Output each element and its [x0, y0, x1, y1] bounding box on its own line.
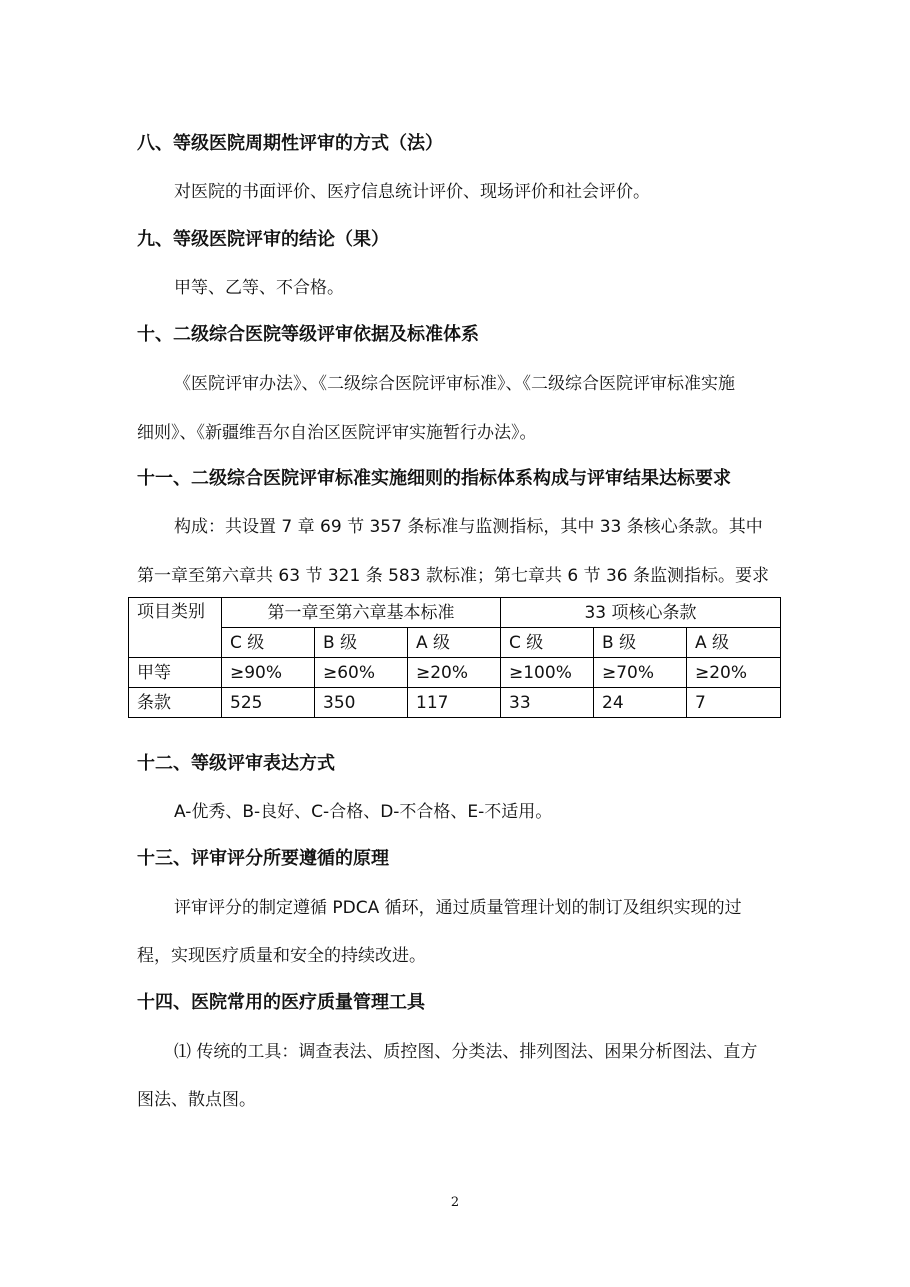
page-number: 2	[450, 1195, 460, 1210]
table-row-label: 条款	[129, 688, 222, 718]
table-level-row	[129, 628, 781, 658]
table-cell: 7	[687, 688, 781, 718]
table-header-core-clauses: 33 项核心条款	[501, 598, 781, 628]
section-12-heading: 十二、等级评审表达方式	[137, 753, 335, 774]
table-cell: ≥90%	[222, 658, 315, 688]
table-level-cell: C 级	[222, 628, 315, 658]
table-level-cell: A 级	[687, 628, 781, 658]
table-header-category: 项目类别	[129, 598, 222, 658]
table-header-basic-standards: 第一章至第六章基本标准	[222, 598, 501, 628]
table-level-cell: C 级	[501, 628, 594, 658]
section-14-heading: 十四、医院常用的医疗质量管理工具	[137, 992, 425, 1013]
section-10-heading: 十、二级综合医院等级评审依据及标准体系	[137, 324, 479, 345]
table-cell: ≥20%	[408, 658, 501, 688]
table-cell: ≥20%	[687, 658, 781, 688]
table-row	[129, 688, 781, 718]
section-10-line-1: 《医院评审办法》、《二级综合医院评审标准》、《二级综合医院评审标准实施	[174, 374, 735, 394]
section-14-line-2: 图法、散点图。	[137, 1090, 256, 1110]
table-cell: ≥100%	[501, 658, 594, 688]
table-row	[129, 658, 781, 688]
section-11-line-1: 构成：共设置 7 章 69 节 357 条标准与监测指标，其中 33 条核心条款。其中	[174, 517, 763, 537]
table-header-row	[129, 598, 781, 628]
section-14-line-1: ⑴ 传统的工具：调查表法、质控图、分类法、排列图法、困果分析图法、直方	[174, 1042, 758, 1062]
section-12-body: A-优秀、B-良好、C-合格、D-不合格、E-不适用。	[174, 802, 553, 822]
table-cell: 525	[222, 688, 315, 718]
section-13-line-2: 程，实现医疗质量和安全的持续改进。	[137, 946, 426, 966]
table-cell: 24	[594, 688, 687, 718]
section-10-line-2: 细则》、《新疆维吾尔自治区医院评审实施暂行办法》。	[137, 423, 537, 443]
section-11-heading: 十一、二级综合医院评审标准实施细则的指标体系构成与评审结果达标要求	[137, 468, 731, 489]
table-level-cell: A 级	[408, 628, 501, 658]
table-cell: 33	[501, 688, 594, 718]
grade-requirements-table	[128, 597, 781, 718]
section-8-heading: 八、等级医院周期性评审的方式（法）	[137, 133, 443, 154]
section-9-body: 甲等、乙等、不合格。	[174, 278, 344, 298]
section-13-line-1: 评审评分的制定遵循 PDCA 循环，通过质量管理计划的制订及组织实现的过	[174, 898, 742, 918]
section-11-line-2: 第一章至第六章共 63 节 321 条 583 款标准；第七章共 6 节 36 条监测指标。要求	[137, 566, 770, 586]
table-level-cell: B 级	[594, 628, 687, 658]
section-8-body: 对医院的书面评价、医疗信息统计评价、现场评价和社会评价。	[174, 182, 650, 202]
table-cell: ≥70%	[594, 658, 687, 688]
section-9-heading: 九、等级医院评审的结论（果）	[137, 229, 389, 250]
table-cell: 350	[315, 688, 408, 718]
table-cell: 117	[408, 688, 501, 718]
table-level-cell: B 级	[315, 628, 408, 658]
table-row-label: 甲等	[129, 658, 222, 688]
table-cell: ≥60%	[315, 658, 408, 688]
section-13-heading: 十三、评审评分所要遵循的原理	[137, 848, 389, 869]
